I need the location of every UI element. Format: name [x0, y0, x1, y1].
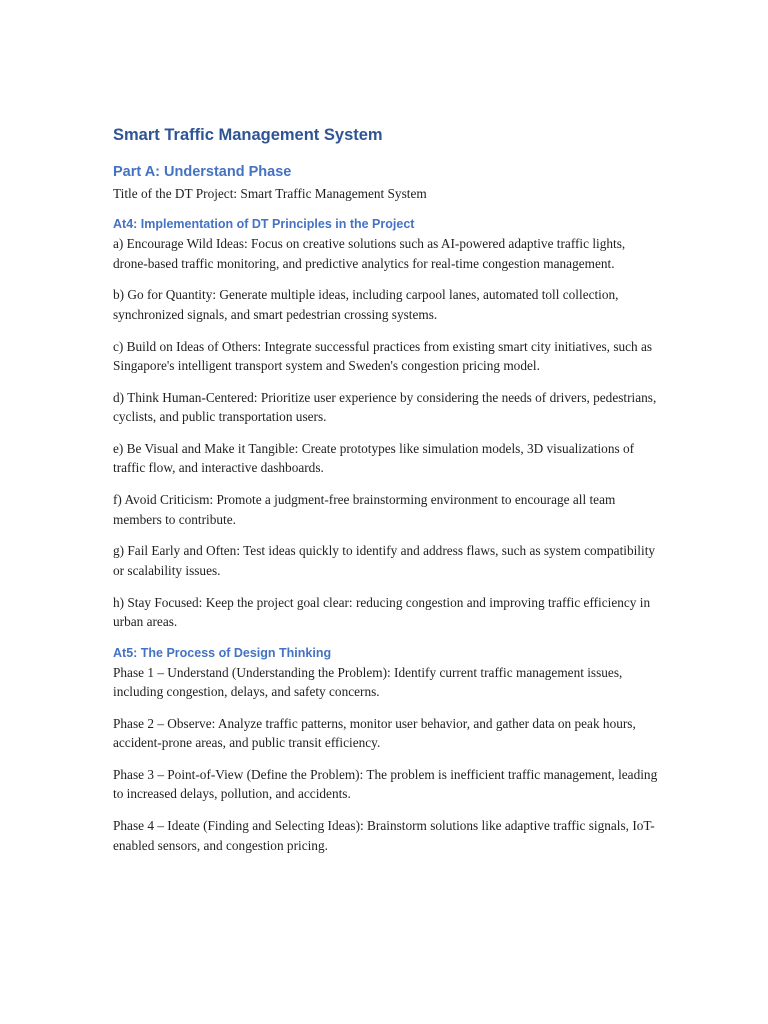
document-title: Smart Traffic Management System [113, 126, 383, 144]
principle-item: f) Avoid Criticism: Promote a judgment-free brainstorming environment to encourage all team members to contribute. [113, 492, 616, 527]
phase-item: Phase 1 – Understand (Understanding the Problem): Identify current traffic management issues, including congestion, delays, and safety concerns. [113, 664, 623, 700]
document-body [113, 124, 661, 868]
part-heading: Part A: Understand Phase [113, 164, 292, 180]
principle-item: g) Fail Early and Often: Test ideas quickly to identify and address flaws, such as system compatibility or scalability issues. [113, 543, 656, 578]
project-title-line: Title of the DT Project: Smart Traffic Management System [113, 186, 427, 201]
phase-item: Phase 4 – Ideate (Finding and Selecting Ideas): Brainstorm solutions like adaptive traffic signals, IoT-enabled sensors, and congestion pricing. [113, 818, 655, 853]
principle-item: c) Build on Ideas of Others: Integrate successful practices from existing smart city initiatives, such as Singapore's intelligent transport system and Sweden's congestion pricing model. [113, 338, 653, 373]
phase-item: Phase 3 – Point-of-View (Define the Problem): The problem is inefficient traffic management, leading to increased delays, pollution, and accidents. [113, 767, 658, 802]
section-heading-at5: At5: The Process of Design Thinking [113, 645, 332, 660]
principle-item: e) Be Visual and Make it Tangible: Create prototypes like simulation models, 3D visualizations of traffic flow, and interactive dashboards. [113, 441, 635, 476]
principle-item: b) Go for Quantity: Generate multiple ideas, including carpool lanes, automated toll collection, synchronized signals, and smart pedestrian crossing systems. [113, 287, 619, 322]
section-heading-at4: At4: Implementation of DT Principles in the Project [113, 217, 415, 232]
phase-item: Phase 2 – Observe: Analyze traffic patterns, monitor user behavior, and gather data on peak hours, accident-prone areas, and public transit efficiency. [113, 715, 636, 751]
principle-item: a) Encourage Wild Ideas: Focus on creative solutions such as AI-powered adaptive traffic lights, drone-based traffic monitoring, and predictive analytics for real-time congestion management. [113, 236, 626, 271]
principle-item: d) Think Human-Centered: Prioritize user experience by considering the needs of drivers, pedestrians, cyclists, and public transportation users. [113, 389, 657, 425]
principle-item: h) Stay Focused: Keep the project goal clear: reducing congestion and improving traffic efficiency in urban areas. [113, 594, 651, 629]
